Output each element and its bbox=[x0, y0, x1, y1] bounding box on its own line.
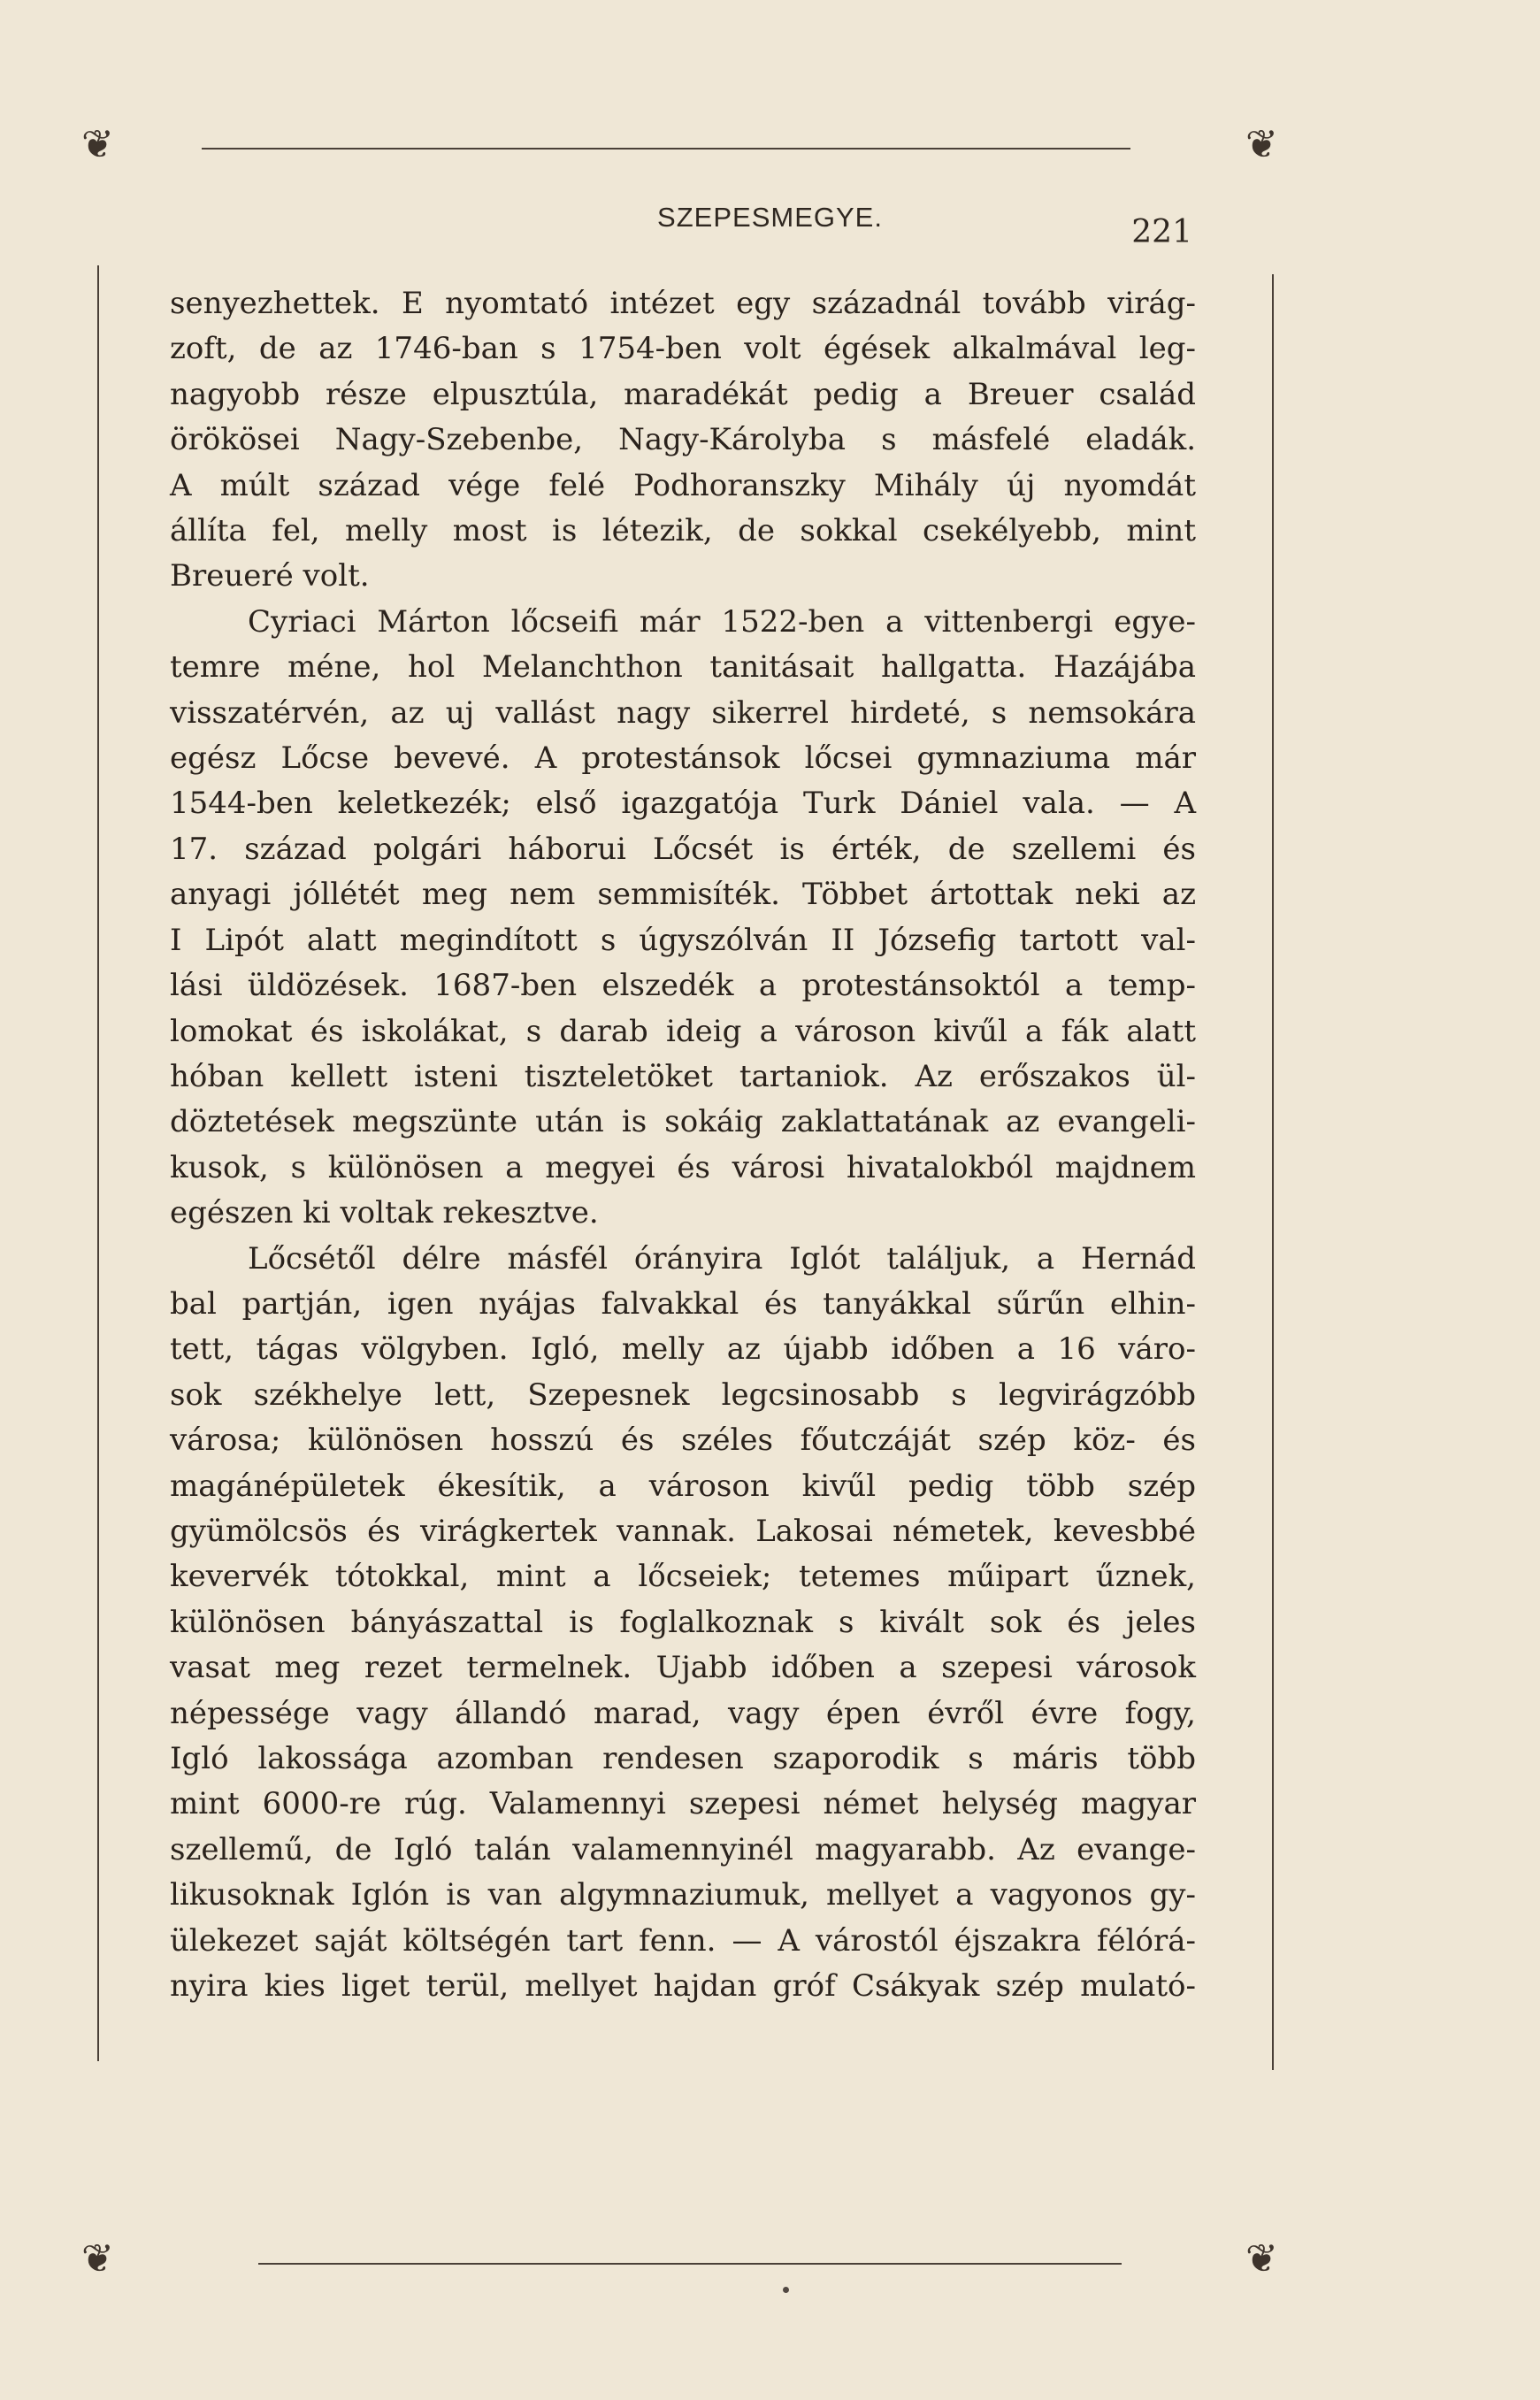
text-line: 17. század polgári háborui Lőcsét is érték, de szellemi és bbox=[170, 831, 1196, 867]
page-number: 221 bbox=[1131, 214, 1192, 250]
text-line: visszatérvén, az uj vallást nagy sikerrel hirdeté, s nemsokára bbox=[170, 694, 1196, 731]
text-line: zoft, de az 1746-ban s 1754-ben volt égések alkalmával leg- bbox=[170, 331, 1196, 367]
text-line: egész Lőcse bevevé. A protestánsok lőcsei gymnaziuma már bbox=[170, 740, 1196, 777]
body-text bbox=[170, 281, 1196, 2009]
text-line: lomokat és iskolákat, s darab ideig a városon kivűl a fák alatt bbox=[170, 1013, 1196, 1049]
text-line: állíta fel, melly most is létezik, de sokkal csekélyebb, mint bbox=[170, 513, 1196, 549]
text-line: likusoknak Iglón is van algymnaziumuk, mellyet a vagyonos gy- bbox=[170, 1877, 1196, 1913]
text-line: Lőcsétől délre másfél órányira Iglót találjuk, a Hernád bbox=[248, 1240, 1196, 1277]
ornament-top-left-icon: ❦ bbox=[81, 122, 114, 167]
frame-top-rule bbox=[202, 148, 1130, 150]
text-line: bal partján, igen nyájas falvakkal és tanyákkal sűrűn elhin- bbox=[170, 1285, 1196, 1322]
text-line: mint 6000-re rúg. Valamennyi szepesi német helység magyar bbox=[170, 1786, 1196, 1822]
ornament-top-right-icon: ❦ bbox=[1245, 122, 1278, 167]
text-line: döztetések megszünte után is sokáig zaklattatának az evangeli- bbox=[170, 1104, 1196, 1140]
text-line: nyira kies liget terül, mellyet hajdan gróf Csákyak szép mulató- bbox=[170, 1968, 1196, 2005]
text-line: anyagi jóllétét meg nem semmisíték. Többet ártottak neki az bbox=[170, 877, 1196, 913]
text-line: Igló lakossága azomban rendesen szaporodik s máris több bbox=[170, 1741, 1196, 1776]
text-line: szellemű, de Igló talán valamennyinél magyarabb. Az evange- bbox=[170, 1831, 1196, 1867]
frame-right-rule bbox=[1272, 274, 1274, 2070]
page-dot bbox=[783, 2287, 789, 2293]
text-line: magánépületek ékesítik, a városon kivűl pedig több szép bbox=[170, 1468, 1196, 1504]
text-line: A múlt század vége felé Podhoranszky Mihály új nyomdát bbox=[170, 467, 1196, 503]
text-line: I Lipót alatt megindított s úgyszólván II Józsefig tartott val- bbox=[170, 922, 1196, 958]
text-line: különösen bányászattal is foglalkoznak s kivált sok és jeles bbox=[170, 1604, 1196, 1640]
running-head: SZEPESMEGYE. bbox=[657, 202, 883, 233]
text-line: ülekezet saját költségén tart fenn. — A várostól éjszakra félórá- bbox=[170, 1922, 1196, 1959]
text-line: népessége vagy állandó marad, vagy épen évről évre fogy, bbox=[170, 1695, 1196, 1731]
text-line: gyümölcsös és virágkertek vannak. Lakosai németek, kevesbbé bbox=[170, 1513, 1196, 1549]
text-line: hóban kellett isteni tiszteletöket tartaniok. Az erőszakos ül- bbox=[170, 1058, 1196, 1094]
ornament-bottom-left-icon: ❦ bbox=[81, 2236, 114, 2281]
ornament-bottom-right-icon: ❦ bbox=[1245, 2236, 1278, 2281]
frame-bottom-rule bbox=[258, 2263, 1122, 2265]
text-line: temre méne, hol Melanchthon tanitásait hallgatta. Hazájába bbox=[170, 649, 1196, 686]
text-line: egészen ki voltak rekesztve. bbox=[170, 1195, 599, 1231]
text-line: örökösei Nagy-Szebenbe, Nagy-Károlyba s másfelé eladák. bbox=[170, 422, 1196, 458]
text-line: lási üldözések. 1687-ben elszedék a protestánsoktól a temp- bbox=[170, 968, 1196, 1004]
text-line: 1544-ben keletkezék; első igazgatója Turk Dániel vala. — A bbox=[170, 786, 1196, 822]
text-line: sok székhelye lett, Szepesnek legcsinosabb s legvirágzóbb bbox=[170, 1376, 1196, 1413]
text-line: városa; különösen hosszú és széles főutczáját szép köz- és bbox=[170, 1422, 1196, 1459]
text-line: kevervék tótokkal, mint a lőcseiek; tetemes műipart űznek, bbox=[170, 1559, 1196, 1595]
text-line: senyezhettek. E nyomtató intézet egy századnál tovább virág- bbox=[170, 286, 1196, 321]
frame-left-rule bbox=[97, 265, 99, 2061]
text-line: tett, tágas völgyben. Igló, melly az újabb időben a 16 váro- bbox=[170, 1331, 1196, 1368]
text-line: Breueré volt. bbox=[170, 558, 370, 594]
text-line: vasat meg rezet termelnek. Ujabb időben a szepesi városok bbox=[170, 1650, 1196, 1686]
text-line: Cyriaci Márton lőcseifi már 1522-ben a vittenbergi egye- bbox=[248, 603, 1196, 640]
text-line: nagyobb része elpusztúla, maradékát pedig a Breuer család bbox=[170, 376, 1196, 412]
text-line: kusok, s különösen a megyei és városi hivatalokból majdnem bbox=[170, 1149, 1196, 1185]
